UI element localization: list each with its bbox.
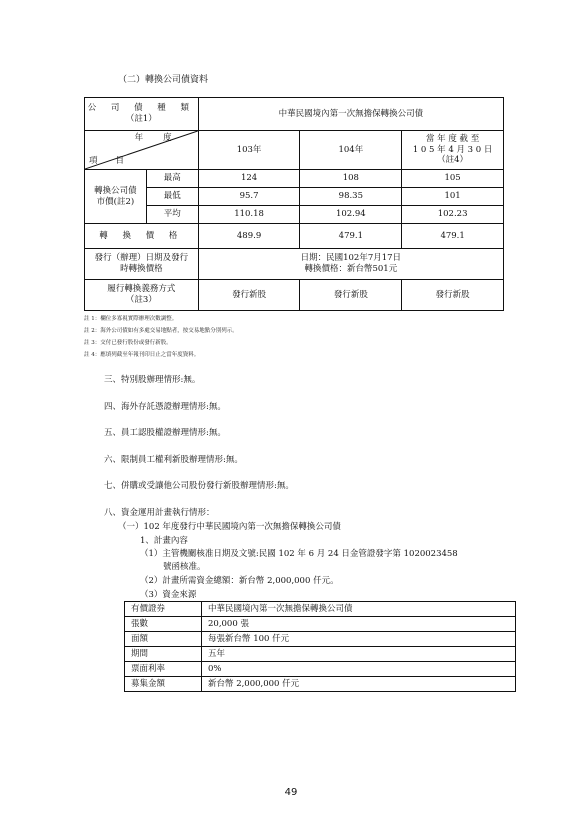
section-item: 五、員工認股權證辦理情形:無。 — [104, 428, 226, 438]
funds-value: 20,000 張 — [202, 617, 516, 632]
funds-label: 有價證券 — [125, 602, 202, 617]
cell-value: 發行新股 — [300, 280, 402, 311]
cell-value: 124 — [198, 170, 300, 188]
year-current-line3: （註4） — [437, 155, 469, 166]
row-label: 平均 — [146, 206, 198, 224]
section-item: 八、資金運用計畫執行情形： — [104, 508, 215, 518]
section-heading: （二）轉換公司債資料 — [118, 75, 209, 85]
item-label: 項目 — [89, 156, 143, 167]
funds-value: 每張新台幣 100 仟元 — [202, 632, 516, 647]
footnote: 註 1：欄位多寡視實際辦理次數調整。 — [84, 316, 178, 322]
cell-value: 479.1 — [402, 224, 504, 249]
conversion-method-label — [85, 280, 199, 311]
market-price-label-line2: 市價(註2) — [96, 196, 135, 207]
year-current-header — [402, 131, 504, 170]
plan-point: （2）計畫所需資金總額：新台幣 2,000,000 仟元。 — [140, 576, 339, 586]
market-price-label — [85, 170, 147, 224]
issue-value-line2: 轉換價格：新台幣501元 — [304, 264, 398, 274]
cell-value: 98.35 — [300, 188, 402, 206]
funds-label: 票面利率 — [125, 662, 202, 677]
issue-label-line2: 時轉換價格 — [120, 264, 163, 274]
funds-value: 中華民國境內第一次無擔保轉換公司債 — [202, 602, 516, 617]
cell-value: 479.1 — [300, 224, 402, 249]
convertible-bond-table — [84, 97, 504, 311]
issue-date-label — [85, 249, 199, 280]
section-item: 三、特別股辦理情形:無。 — [104, 375, 201, 385]
funds-label: 張數 — [125, 617, 202, 632]
bond-type-note: （註1） — [125, 114, 157, 124]
footnote: 註 4：應填列截至年報刊印日止之當年度資料。 — [84, 352, 200, 358]
funds-source-table — [124, 601, 516, 692]
year-current-line2: 1 0 5 年 4 月 3 0 日 — [412, 144, 493, 155]
cell-value: 95.7 — [198, 188, 300, 206]
row-label: 最低 — [146, 188, 198, 206]
plan-subitem: 1、計畫內容 — [140, 536, 188, 546]
funds-label: 期間 — [125, 647, 202, 662]
bond-type-label: 公 司 債 種 類 — [87, 103, 195, 114]
cell-value: 102.94 — [300, 206, 402, 224]
market-price-label-line1: 轉換公司債 — [94, 185, 137, 196]
plan-point: （1）主管機關核准日期及文號:民國 102 年 6 月 24 日金管證發字第 1020023458 — [140, 549, 458, 559]
cell-value: 105 — [402, 170, 504, 188]
section-item: 七、併購或受讓他公司股份發行新股辦理情形:無。 — [104, 481, 294, 491]
cell-value: 發行新股 — [198, 280, 300, 311]
section-item: 六、限制員工權利新股辦理情形:無。 — [104, 455, 243, 465]
footnote: 註 2：海外公司債如有多處交易地點者，按交易地點分別列示。 — [84, 328, 238, 334]
year-103-header: 103年 — [198, 131, 300, 170]
method-label-line2: （註3） — [125, 295, 157, 305]
issue-date-value — [198, 249, 503, 280]
bond-type-header — [85, 98, 199, 131]
issue-label-line1: 發行（辦理）日期及發行 — [94, 253, 189, 264]
plan-point-continued: 號函核准。 — [163, 562, 206, 572]
year-item-corner — [85, 131, 199, 170]
cell-value: 發行新股 — [402, 280, 504, 311]
year-104-header: 104年 — [300, 131, 402, 170]
cell-value: 110.18 — [198, 206, 300, 224]
year-label: 年度 — [134, 133, 192, 143]
issue-value-line1: 日期：民國102年7月17日 — [300, 253, 402, 264]
plan-item: （一）102 年度發行中華民國境內第一次無擔保轉換公司債 — [118, 522, 341, 532]
row-label: 最高 — [146, 170, 198, 188]
conversion-price-label: 轉 換 價 格 — [85, 224, 199, 249]
method-label-line1: 履行轉換義務方式 — [107, 284, 176, 295]
plan-point: （3）資金來源 — [140, 590, 197, 600]
footnote: 註 3：交付已發行股份或發行新股。 — [84, 340, 172, 346]
cell-value: 101 — [402, 188, 504, 206]
funds-value: 0% — [202, 662, 516, 677]
cell-value: 489.9 — [198, 224, 300, 249]
funds-value: 五年 — [202, 647, 516, 662]
funds-label: 面額 — [125, 632, 202, 647]
year-current-line1: 當 年 度 截 至 — [425, 134, 480, 145]
page-number: 49 — [284, 787, 298, 798]
funds-label: 募集金額 — [125, 677, 202, 692]
bond-title: 中華民國境內第一次無擔保轉換公司債 — [198, 98, 503, 131]
cell-value: 108 — [300, 170, 402, 188]
cell-value: 102.23 — [402, 206, 504, 224]
funds-value: 新台幣 2,000,000 仟元 — [202, 677, 516, 692]
section-item: 四、海外存託憑證辦理情形:無。 — [104, 402, 226, 412]
